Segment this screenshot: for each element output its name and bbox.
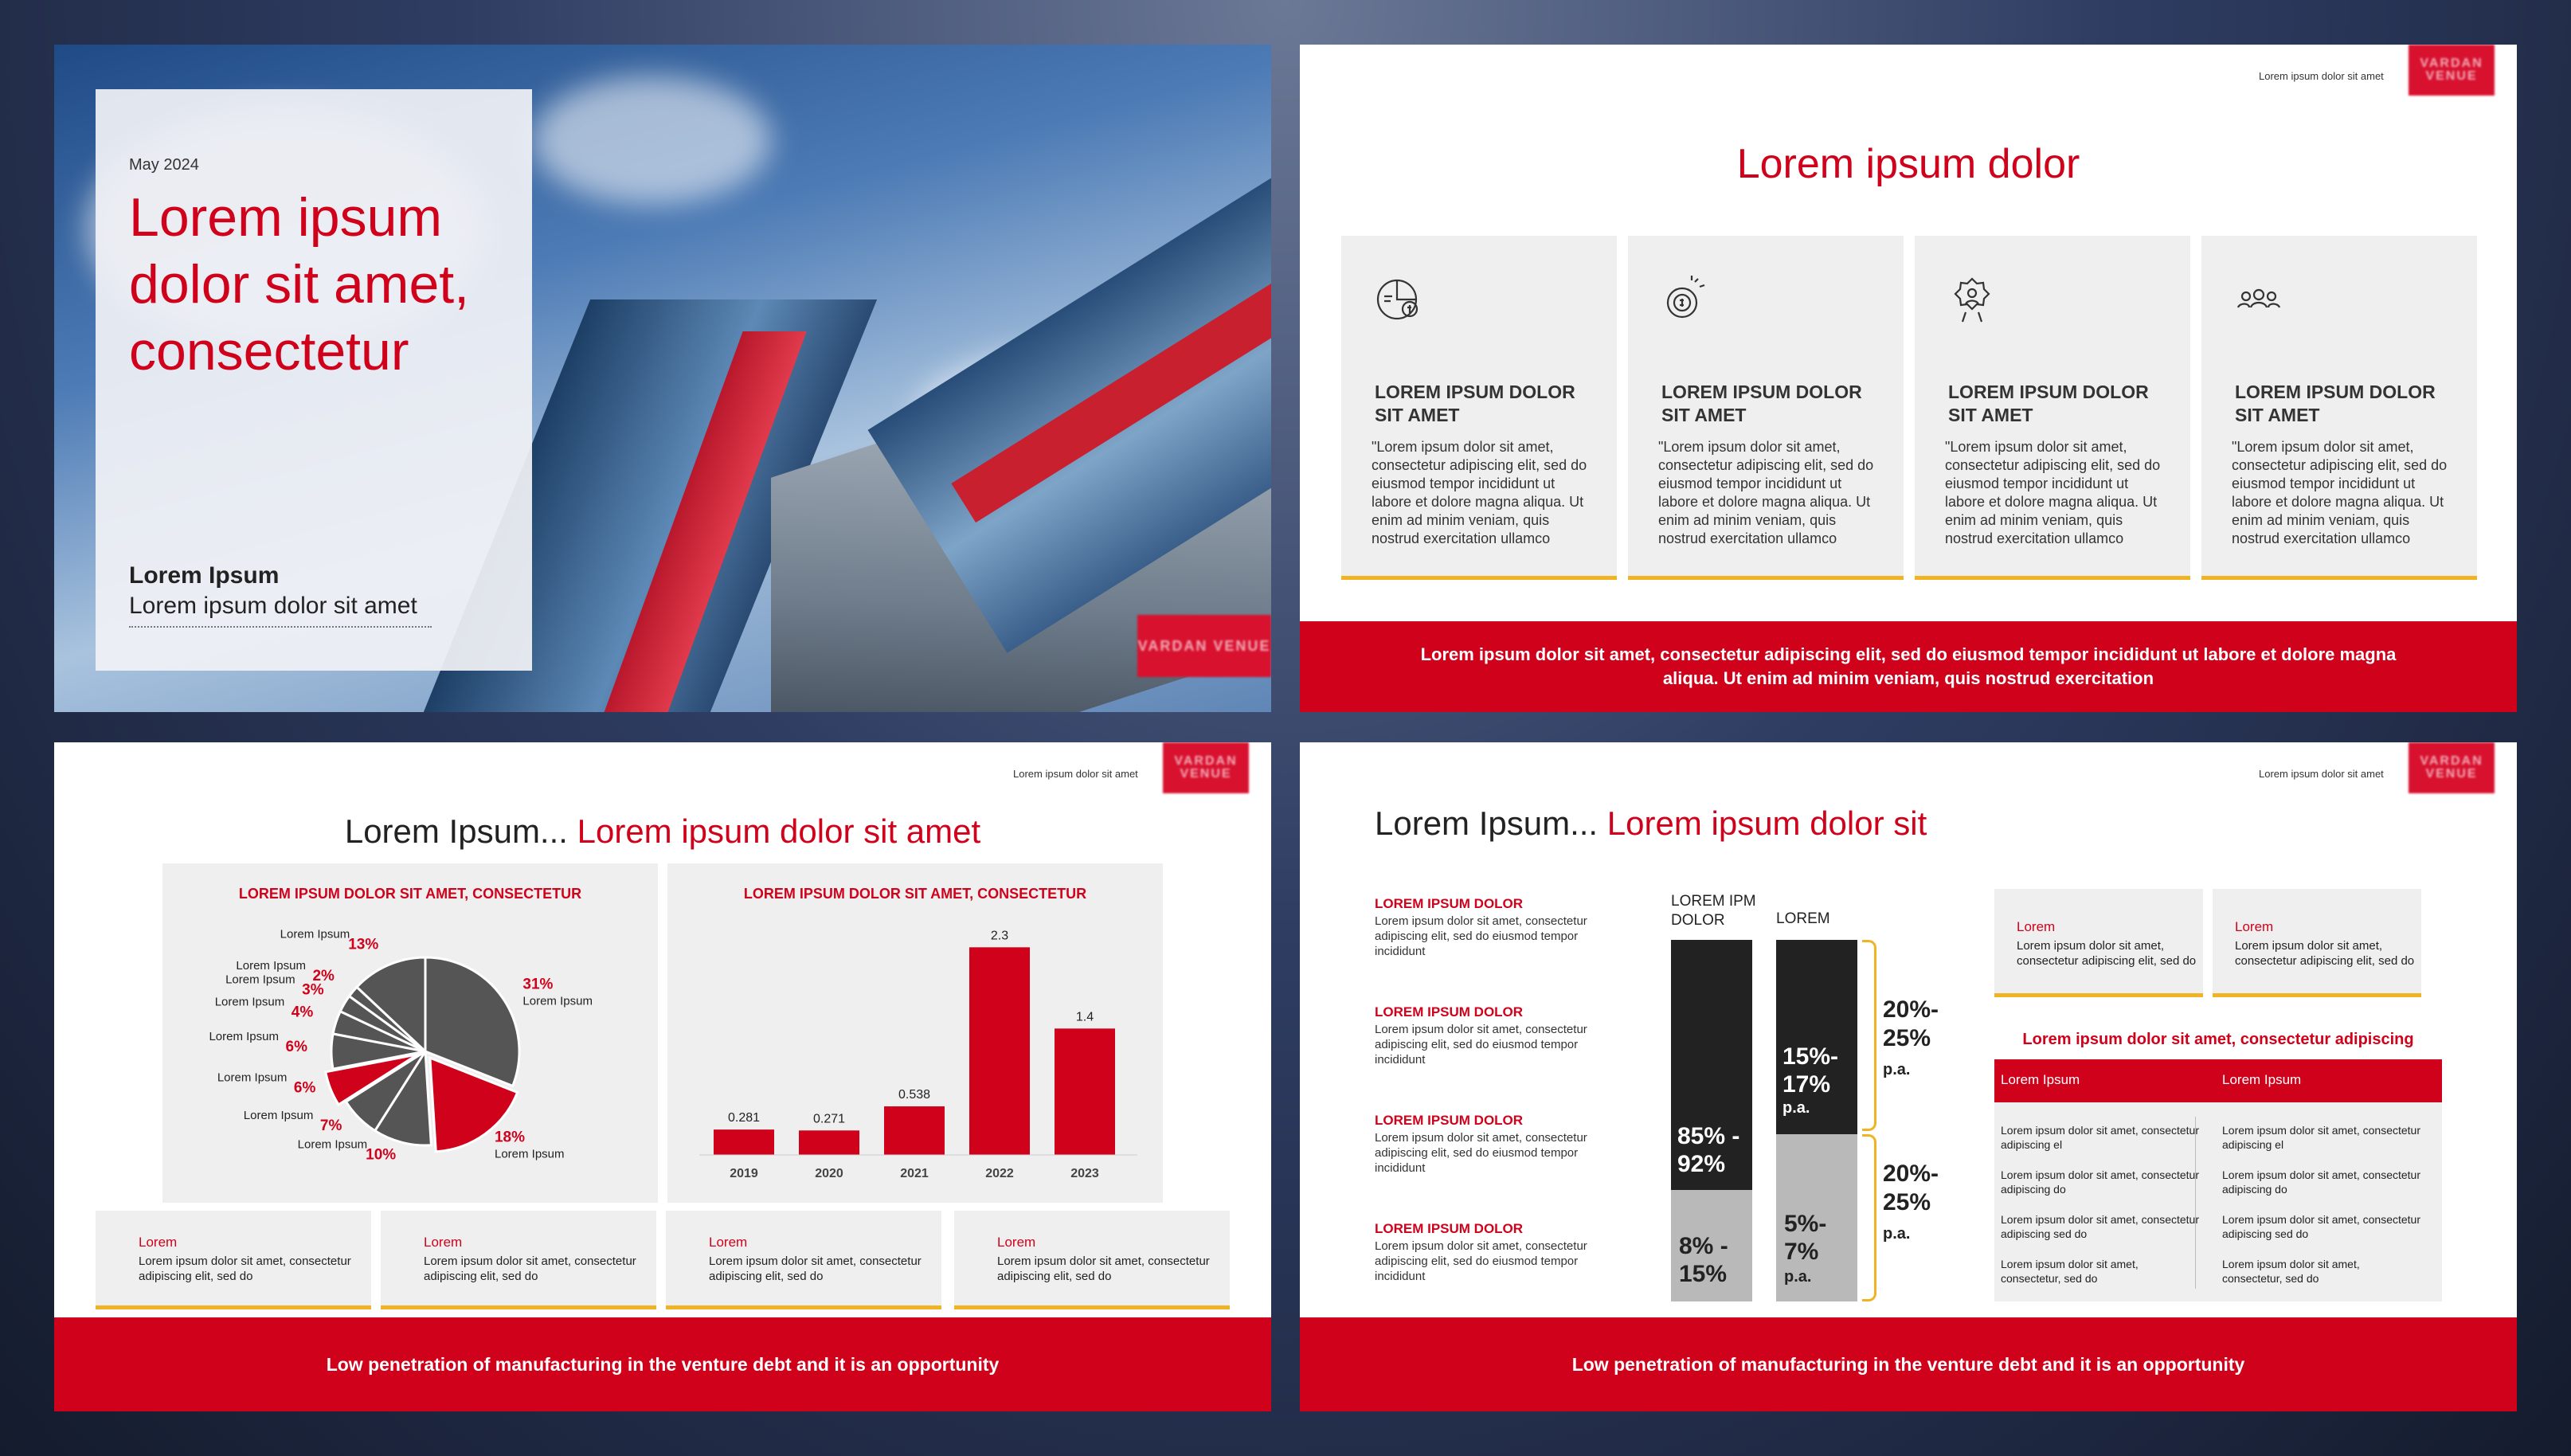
feature-card (1915, 236, 2190, 580)
pie-chart (162, 895, 658, 1198)
bar-value-label: 1.4 (1075, 1010, 1094, 1024)
card-body: Lorem ipsum dolor sit amet, consectetur adipiscing elit, sed do (424, 1254, 636, 1283)
table-cell: Lorem ipsum dolor sit amet, consectetur adipiscing do (2222, 1168, 2420, 1196)
item-body: Lorem ipsum dolor sit amet, consectetur adipiscing elit, sed do eiusmod tempor incididunt (1375, 1239, 1587, 1283)
range-bottom-value (1883, 1160, 1962, 1248)
bar-value-label: 2.3 (990, 929, 1009, 943)
bar-category-label: 2022 (985, 1167, 1014, 1180)
card-title: Lorem (424, 1235, 463, 1250)
range-top-value (1883, 996, 1962, 1084)
bar (799, 1130, 859, 1155)
range-bottom-unit: p.a. (1883, 1225, 1911, 1243)
table-cell: Lorem ipsum dolor sit amet, consectetur adipiscing el (2222, 1124, 2420, 1151)
bar-chart (667, 895, 1163, 1198)
table-cell: Lorem ipsum dolor sit amet, consectetur adipiscing do (2001, 1168, 2199, 1196)
item-body: Lorem ipsum dolor sit amet, consectetur adipiscing elit, sed do eiusmod tempor incididunt (1375, 1131, 1587, 1175)
card-title: Lorem (2017, 919, 2056, 934)
fine-print (129, 626, 432, 629)
bar1-label: LOREM IPM DOLOR (1671, 893, 1756, 929)
bar1-bottom-value: 8% - 15% (1679, 1233, 1728, 1287)
item-body: Lorem ipsum dolor sit amet, consectetur adipiscing elit, sed do eiusmod tempor incididunt (1375, 914, 1587, 958)
footer-band: Low penetration of manufacturing in the venture debt and it is an opportunity (1300, 1317, 2517, 1411)
features-slide[interactable] (1300, 45, 2517, 712)
card-title: Lorem (139, 1235, 178, 1250)
slide-title (1375, 804, 1927, 843)
card-body: "Lorem ipsum dolor sit amet, consectetur adipiscing elit, sed do eiusmod tempor incididunt ut labore et dolore magna aliqua. Ut enim ad minim veniam, quis nostrud exercitation ullamco (1945, 439, 2161, 546)
info-card (96, 1211, 371, 1309)
info-card (954, 1211, 1230, 1309)
range-brace-top (1862, 940, 1876, 1131)
card-body: Lorem ipsum dolor sit amet, consectetur adipiscing elit, sed do (139, 1254, 351, 1283)
pie-value-label: 7% (319, 1117, 342, 1134)
title-red: Lorem ipsum dolor sit (1606, 804, 1927, 842)
header-tagline: Lorem ipsum dolor sit amet (2259, 70, 2384, 82)
list-item (1375, 1004, 1614, 1067)
brand-logo: VARDAN VENUE (2409, 45, 2495, 96)
card-title: LOREM IPSUM DOLOR SIT AMET (2235, 382, 2436, 425)
bar-chart-panel (667, 863, 1163, 1203)
bar2-top-unit: p.a. (1782, 1099, 1810, 1117)
title-black: Lorem Ipsum... (344, 812, 568, 850)
pie-category-label: Lorem Ipsum (209, 1030, 279, 1043)
table-cell: Lorem ipsum dolor sit amet, consectetur adipiscing sed do (2001, 1213, 2199, 1240)
card-body: Lorem ipsum dolor sit amet, consectetur adipiscing elit, sed do (2017, 939, 2197, 968)
bar2-top-value: 15%- 17% (1782, 1043, 1839, 1098)
header-tagline: Lorem ipsum dolor sit amet (1013, 768, 1138, 780)
table-cell: Lorem ipsum dolor sit amet, consectetur, sed do (2222, 1258, 2360, 1285)
range-top-unit: p.a. (1883, 1061, 1911, 1078)
bar (969, 947, 1030, 1155)
pie-value-label: 6% (285, 1039, 307, 1055)
card-title: LOREM IPSUM DOLOR SIT AMET (1948, 382, 2149, 425)
title-black: Lorem Ipsum... (1375, 804, 1599, 842)
bar-value-label: 0.281 (727, 1111, 761, 1125)
bar-category-label: 2020 (815, 1167, 843, 1180)
pie-category-label: Lorem Ipsum (280, 927, 350, 941)
pie-value-label: 3% (302, 981, 324, 999)
item-title: LOREM IPSUM DOLOR (1375, 896, 1524, 911)
card-body: "Lorem ipsum dolor sit amet, consectetur adipiscing elit, sed do eiusmod tempor incididunt ut labore et dolore magna aliqua. Ut enim ad minim veniam, quis nostrud exercitation ullamco (1372, 439, 1587, 546)
item-title: LOREM IPSUM DOLOR (1375, 1113, 1524, 1128)
data-table (1994, 1059, 2442, 1301)
pie-category-label: Lorem Ipsum (297, 1137, 368, 1152)
header-tagline: Lorem ipsum dolor sit amet (2259, 768, 2384, 780)
bar-chart-title: LOREM IPSUM DOLOR SIT AMET, CONSECTETUR (743, 886, 1087, 902)
feature-card (1341, 236, 1617, 580)
info-card (381, 1211, 656, 1309)
card-body: Lorem ipsum dolor sit amet, consectetur adipiscing elit, sed do (2235, 939, 2415, 968)
bar-value-label: 0.538 (898, 1088, 931, 1102)
pie-category-label: Lorem Ipsum (214, 995, 285, 1009)
card-body: Lorem ipsum dolor sit amet, consectetur adipiscing elit, sed do (709, 1254, 922, 1283)
people-icon (2233, 274, 2284, 325)
pie-value-label: 18% (494, 1129, 526, 1146)
cover-slide[interactable] (54, 45, 1271, 712)
bar-category-label: 2019 (730, 1167, 758, 1180)
card-body: "Lorem ipsum dolor sit amet, consectetur adipiscing elit, sed do eiusmod tempor incididunt ut labore et dolore magna aliqua. Ut enim ad minim veniam, quis nostrud exercitation ullamco (1658, 439, 1874, 546)
item-body: Lorem ipsum dolor sit amet, consectetur adipiscing elit, sed do eiusmod tempor incididunt (1375, 1023, 1587, 1067)
pie-chart-title: LOREM IPSUM DOLOR SIT AMET, CONSECTETUR (238, 886, 582, 902)
bar-value-label: 0.271 (812, 1112, 846, 1126)
item-title: LOREM IPSUM DOLOR (1375, 1004, 1524, 1020)
card-body: "Lorem ipsum dolor sit amet, consectetur adipiscing elit, sed do eiusmod tempor incididunt ut labore et dolore magna aliqua. Ut enim ad minim veniam, quis nostrud exercitation ullamco (2232, 439, 2448, 546)
bar (884, 1106, 945, 1155)
card-title: LOREM IPSUM DOLOR SIT AMET (1375, 382, 1575, 425)
badge-person-icon (1947, 274, 1998, 325)
card-title: Lorem (2235, 919, 2274, 934)
table-cell: Lorem ipsum dolor sit amet, consectetur, sed do (2001, 1258, 2139, 1285)
pie-category-label: Lorem Ipsum (225, 973, 295, 987)
brand-logo: VARDAN VENUE (2409, 742, 2495, 793)
bar (1055, 1028, 1115, 1155)
pie-value-label: 2% (312, 967, 335, 984)
pie-value-label: 6% (293, 1079, 316, 1097)
comparison-slide[interactable] (1300, 742, 2517, 1411)
info-card (2213, 889, 2421, 997)
list-item (1375, 895, 1614, 959)
list-item (1375, 1112, 1614, 1176)
cover-headline: Lorem ipsum dolor sit amet, consectetur (129, 187, 470, 382)
table-cell: Lorem ipsum dolor sit amet, consectetur adipiscing sed do (2222, 1213, 2420, 1240)
pie-value-label: 13% (348, 936, 379, 953)
info-card (1994, 889, 2203, 997)
table-cell: Lorem ipsum dolor sit amet, consectetur adipiscing el (2001, 1124, 2199, 1151)
table-title: Lorem ipsum dolor sit amet, consectetur adipiscing (2022, 1031, 2414, 1048)
slide-title: Lorem ipsum dolor (1736, 141, 2080, 187)
pie-category-label: Lorem Ipsum (243, 1108, 314, 1122)
pie-value-label: 4% (291, 1004, 314, 1021)
bar2-bottom-unit: p.a. (1784, 1268, 1812, 1286)
card-title: LOREM IPSUM DOLOR SIT AMET (1661, 382, 1862, 425)
title-red: Lorem ipsum dolor sit amet (577, 812, 981, 850)
range-bottom-text: 20%- 25% (1883, 1160, 1939, 1215)
list-item (1375, 1220, 1614, 1284)
bar (714, 1129, 774, 1155)
item-title: LOREM IPSUM DOLOR (1375, 1221, 1524, 1236)
pie-value-label: 31% (522, 976, 554, 993)
slide-title (54, 812, 1271, 851)
bar-category-label: 2023 (1070, 1167, 1099, 1180)
bar1-top-value: 85% - 92% (1677, 1123, 1740, 1177)
bar2-label: LOREM (1776, 910, 1830, 927)
brand-logo: VARDAN VENUE (1137, 615, 1271, 677)
range-top-text: 20%- 25% (1883, 996, 1939, 1051)
range-brace-bottom (1862, 1134, 1876, 1301)
pie-chart-panel (162, 863, 658, 1203)
pie-category-label: Lorem Ipsum (217, 1070, 288, 1085)
table-header-cell: Lorem Ipsum (2222, 1072, 2302, 1087)
pie-category-label: Lorem Ipsum (522, 994, 593, 1008)
footer-band: Low penetration of manufacturing in the venture debt and it is an opportunity (54, 1317, 1271, 1411)
gear-dollar-icon (1660, 274, 1711, 325)
bar2-bottom-value: 5%- 7% (1784, 1211, 1827, 1265)
footer-band: Lorem ipsum dolor sit amet, consectetur adipiscing elit, sed do eiusmod tempor incididunt ut labore et dolore magna aliqua. Ut enim ad minim veniam, quis nostrud exercitation (1300, 621, 2517, 712)
brand-logo: VARDAN VENUE (1163, 742, 1249, 793)
charts-slide[interactable] (54, 742, 1271, 1411)
feature-card (1628, 236, 1904, 580)
cover-subtitle: Lorem ipsum dolor sit amet (129, 593, 417, 619)
card-title: Lorem (709, 1235, 748, 1250)
card-title: Lorem (997, 1235, 1036, 1250)
cover-subtitle-bold: Lorem Ipsum (129, 562, 280, 589)
pie-category-label: Lorem Ipsum (236, 958, 306, 973)
info-card (666, 1211, 941, 1309)
chart-coin-icon (1373, 274, 1424, 325)
pie-value-label: 10% (366, 1146, 397, 1164)
pie-category-label: Lorem Ipsum (494, 1147, 565, 1161)
feature-card (2201, 236, 2477, 580)
table-header-cell: Lorem Ipsum (2001, 1072, 2080, 1087)
date-label: May 2024 (129, 156, 199, 174)
bar-category-label: 2021 (900, 1167, 929, 1180)
card-body: Lorem ipsum dolor sit amet, consectetur adipiscing elit, sed do (997, 1254, 1210, 1283)
